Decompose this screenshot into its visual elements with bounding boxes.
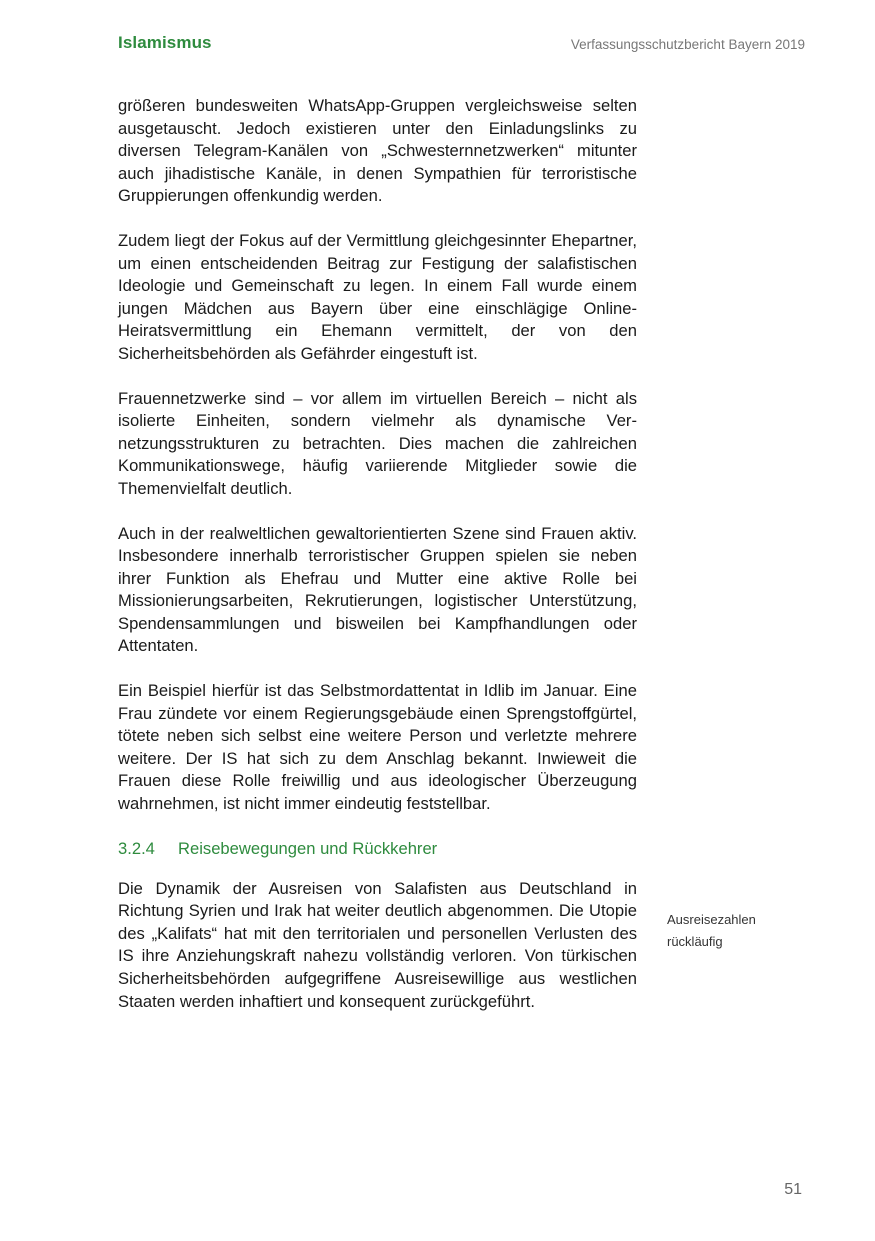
section-paragraph: Die Dynamik der Ausreisen von Salafisten aus Deutschland in Richtung Syrien und Irak hat weiter deutlich abgenommen. Die Utopie des „Kalifats“ hat mit den territorialen und personellen Verlusten des IS ihre Anziehungskraft nahezu vollständig verloren. Von türkischen Sicherheitsbehörden aufgegriffene Ausreisewillige aus westlichen Staaten werden inhaftiert und konsequent zurückgeführt. xyxy=(118,878,637,1011)
running-header-report-title: Verfassungsschutzbericht Bayern 2019 xyxy=(570,37,805,52)
section-heading xyxy=(118,838,637,860)
paragraph: Ein Beispiel hierfür ist das Selbstmordattentat in Idlib im Januar. Eine Frau zündete vor einem Regierungsgebäude einen Sprengstoffgürtel, tötete neben sich selbst eine weitere Person und verletzte mehrere weitere. Der IS hat sich zu dem Anschlag bekannt. Inwieweit die Frauen diese Rolle freiwillig und aus ideologischer Überzeugung wahrnehmen, ist nicht immer eindeutig feststellbar. xyxy=(118,681,637,814)
margin-note-line: rückläufig xyxy=(667,934,723,949)
paragraph: Zudem liegt der Fokus auf der Vermittlung gleichgesinnter Ehepartner, um einen entscheidenden Beitrag zur Festigung der salafistischen Ideologie und Gemeinschaft zu legen. In einem Fall wurde einem jungen Mädchen aus Bayern über eine einschlägige Online-Heiratsvermittlung ein Ehemann vermittelt, der von den Sicherheitsbehörden als Gefährder eingestuft ist. xyxy=(118,230,637,363)
paragraph: größeren bundesweiten WhatsApp-Gruppen vergleichsweise selten ausgetauscht. Jedoch existieren unter den Einladungslinks zu diversen Telegram-Kanälen von „Schwesternnetzwerken“ mitunter auch jihadistische Kanäle, in denen Sympathien für terroristische Gruppierungen offenkundig werden. xyxy=(118,96,637,206)
main-text-column xyxy=(118,95,637,1035)
paragraph: Frauennetzwerke sind – vor allem im virtuellen Bereich – nicht als isolierte Einheiten, sondern vielmehr als dynamische Vernetzungsstrukturen zu betrachten. Dies machen die zahlreichen Kommunikationswege, häufig variierende Mitglieder sowie die Themenvielfalt deutlich. xyxy=(118,388,637,498)
section-title: Reisebewegungen und Rückkehrer xyxy=(178,838,438,858)
section-number: 3.2.4 xyxy=(118,838,155,858)
running-header-section: Islamismus xyxy=(118,33,212,52)
paragraph: Auch in der realweltlichen gewaltorientierten Szene sind Frauen aktiv. Insbesondere innerhalb terroristischer Gruppen spielen sie neben ihrer Funktion als Ehefrau und Mutter eine aktive Rolle bei Missionierungsarbeiten, Rekrutierungen, logistischer Unterstützung, Spendensammlungen und bisweilen bei Kampfhandlungen oder Attentaten. xyxy=(118,523,637,656)
margin-note-line: Ausreisezahlen xyxy=(667,912,756,927)
margin-note xyxy=(667,909,807,953)
page-number: 51 xyxy=(784,1181,802,1198)
